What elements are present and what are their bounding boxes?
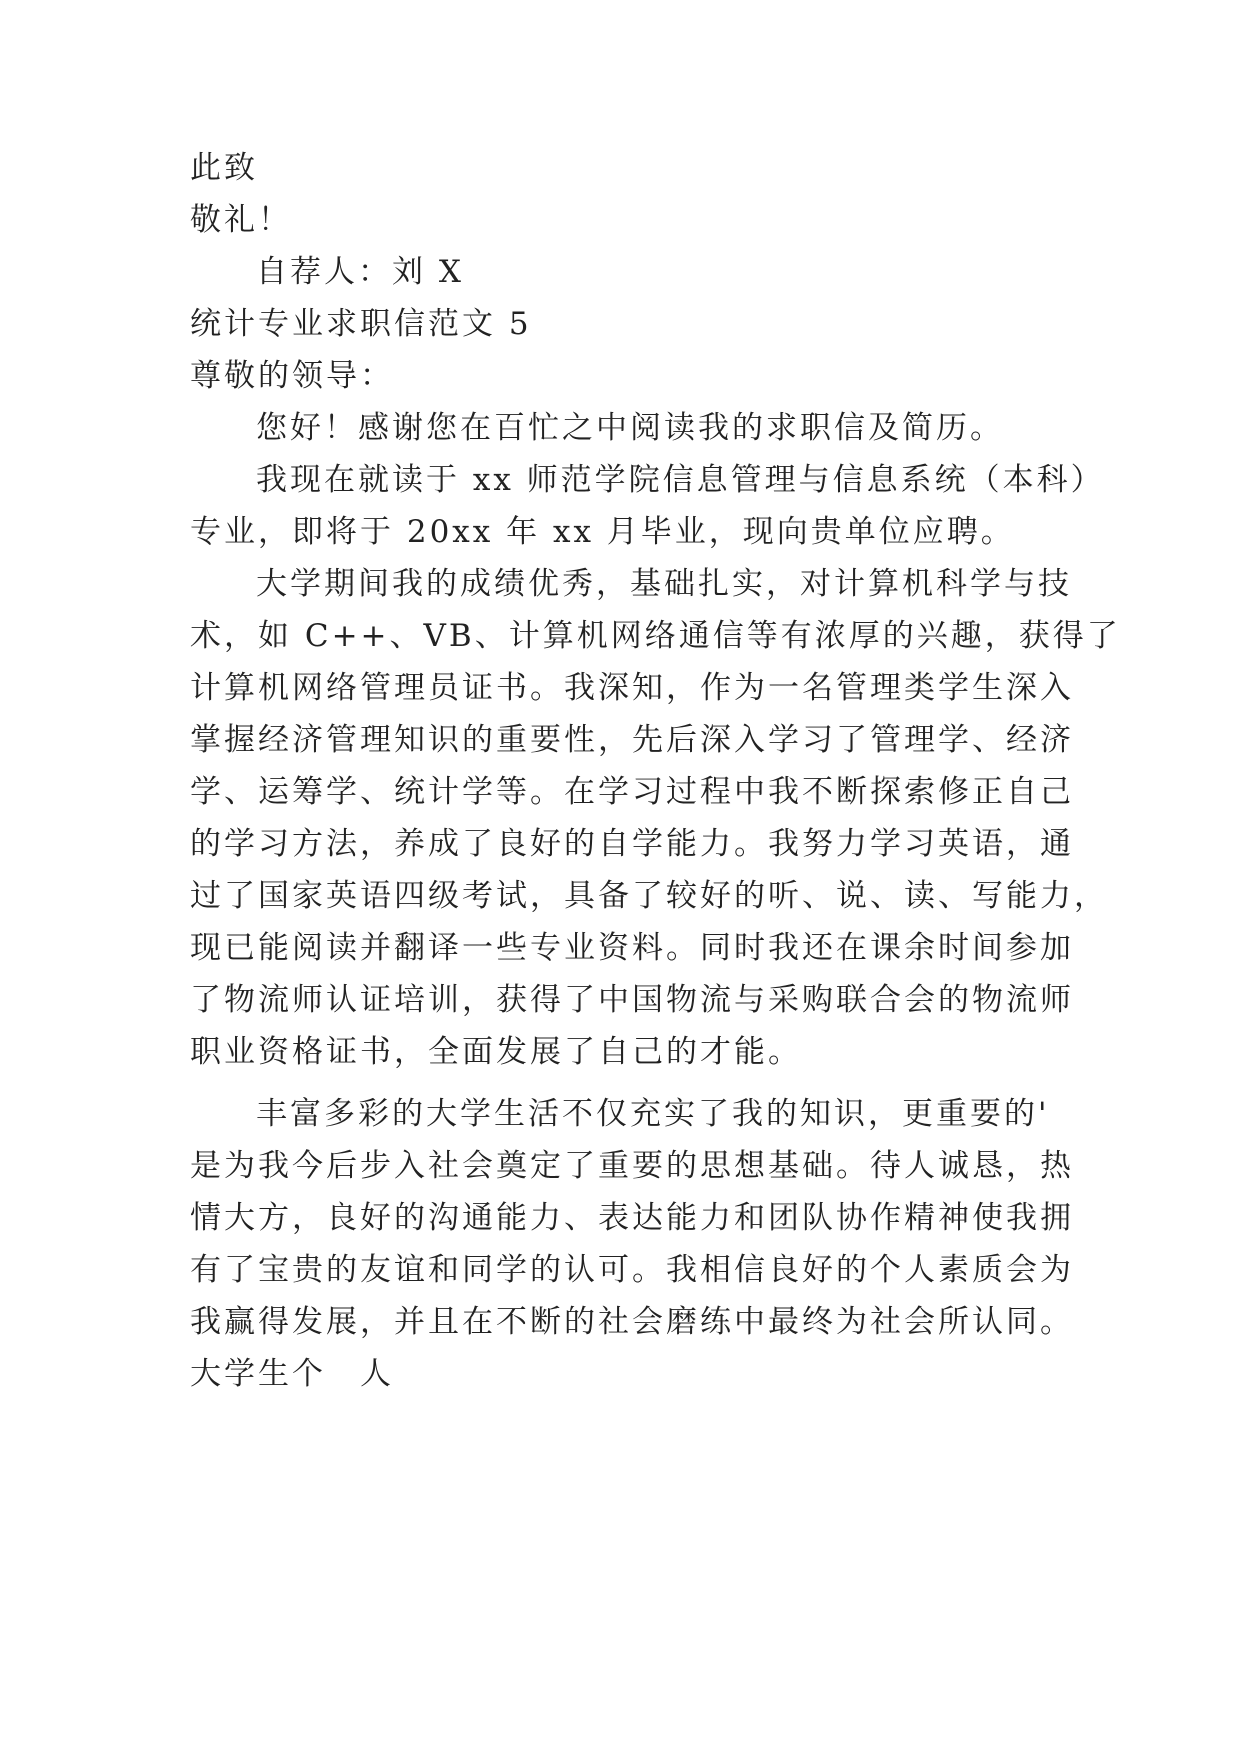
signer-line: 自荐人：刘 X [256, 254, 464, 290]
paragraph-2-line: 的学习方法，养成了良好的自学能力。我努力学习英语，通 [190, 826, 1074, 862]
paragraph-2-line: 术，如 C++、VB、计算机网络通信等有浓厚的兴趣，获得了 [190, 618, 1121, 654]
closing-jing-li: 敬礼！ [190, 202, 292, 238]
paragraph-1-line: 专业，即将于 20xx 年 xx 月毕业，现向贵单位应聘。 [190, 514, 1015, 550]
greeting-line: 您好！感谢您在百忙之中阅读我的求职信及简历。 [256, 410, 1004, 446]
paragraph-3-line: 大学生个 人 [190, 1356, 394, 1392]
paragraph-2-line: 计算机网络管理员证书。我深知，作为一名管理类学生深入 [190, 670, 1074, 706]
paragraph-1-line: 我现在就读于 xx 师范学院信息管理与信息系统（本科） [256, 462, 1105, 498]
paragraph-2-line: 大学期间我的成绩优秀，基础扎实，对计算机科学与技 [256, 566, 1072, 602]
paragraph-2-line: 现已能阅读并翻译一些专业资料。同时我还在课余时间参加 [190, 930, 1074, 966]
paragraph-3-line: 是为我今后步入社会奠定了重要的思想基础。待人诚恳，热 [190, 1148, 1074, 1184]
closing-ci-zhi: 此致 [190, 150, 258, 186]
salutation: 尊敬的领导： [190, 358, 394, 394]
paragraph-3-line: 我赢得发展，并且在不断的社会磨练中最终为社会所认同。 [190, 1304, 1074, 1340]
paragraph-2-line: 职业资格证书，全面发展了自己的才能。 [190, 1034, 802, 1070]
paragraph-2-line: 过了国家英语四级考试，具备了较好的听、说、读、写能力， [190, 878, 1108, 914]
paragraph-3-line: 有了宝贵的友谊和同学的认可。我相信良好的个人素质会为 [190, 1252, 1074, 1288]
paragraph-2-line: 了物流师认证培训，获得了中国物流与采购联合会的物流师 [190, 982, 1074, 1018]
letter-title: 统计专业求职信范文 5 [190, 306, 532, 342]
paragraph-3-line: 丰富多彩的大学生活不仅充实了我的知识，更重要的' [256, 1096, 1050, 1132]
paragraph-2-line: 学、运筹学、统计学等。在学习过程中我不断探索修正自己 [190, 774, 1074, 810]
paragraph-3-line: 情大方，良好的沟通能力、表达能力和团队协作精神使我拥 [190, 1200, 1074, 1236]
paragraph-2-line: 掌握经济管理知识的重要性，先后深入学习了管理学、经济 [190, 722, 1074, 758]
